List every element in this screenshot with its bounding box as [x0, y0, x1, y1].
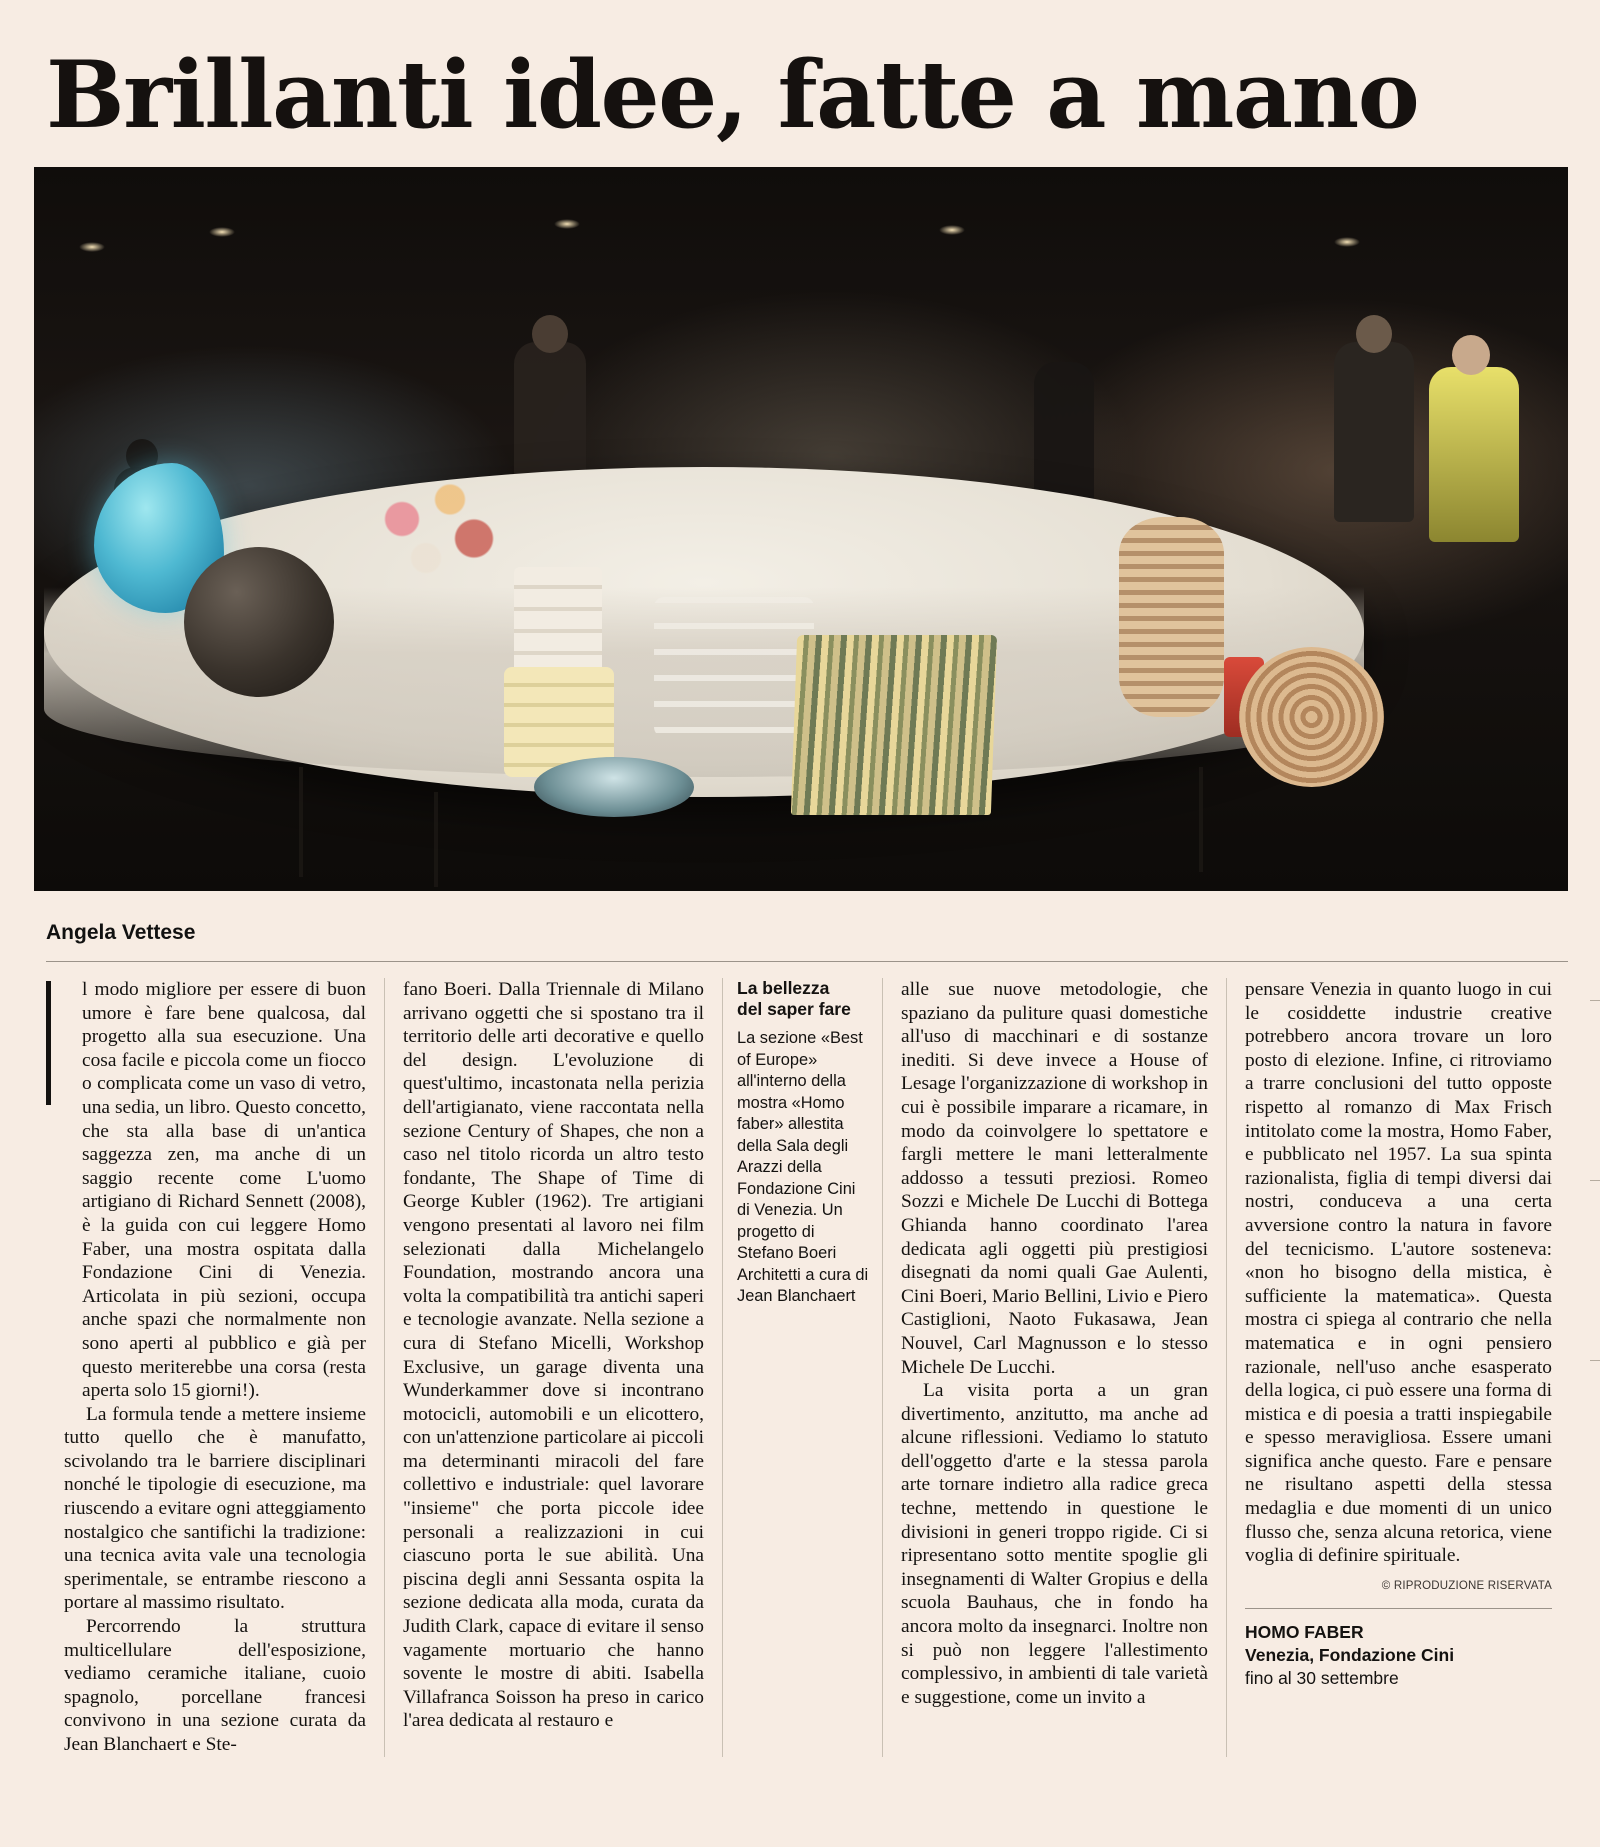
caption-title-line-1: La bellezza: [737, 978, 830, 998]
article-photo: [34, 167, 1568, 891]
spot-light-icon: [79, 242, 105, 252]
margin-tick: [1590, 1360, 1600, 1361]
visitor-silhouette: [1334, 342, 1414, 522]
glass-dome-object: [534, 757, 694, 817]
visitor-head: [532, 315, 568, 353]
paragraph: alle sue nuove metodologie, che spaziano da puliture quasi domestiche all'uso di macchinari e di sostanze inediti. Si deve invece a House of Lesage l'organizzazione di workshop in cui è possibile imparare a ricamare, in modo da coinvolgere lo spettatore e fargli mettere le mani letteralmente addosso a tessuti preziosi. Romeo Sozzi e Michele De Lucchi di Bottega Ghianda hanno coordinato l'area dedicata agli oggetti più prestigiosi disegnati da nomi quali Gae Aulenti, Cini Boeri, Mario Bellini, Livio e Piero Castiglioni, Naoto Fukasawa, Jean Nouvel, Carl Magnusson e lo stesso Michele De Lucchi.: [901, 979, 1208, 1378]
visitor-head: [1452, 335, 1490, 375]
table-leg: [434, 792, 438, 887]
byline: Angela Vettese: [46, 921, 196, 944]
round-bark-vessel: [1239, 647, 1384, 787]
column-1: [46, 978, 384, 1757]
caption-title-line-2: del saper fare: [737, 999, 851, 1019]
dropcap-bar: [46, 981, 51, 1105]
margin-tick: [1590, 1180, 1600, 1181]
spot-light-icon: [554, 219, 580, 229]
spot-light-icon: [1334, 237, 1360, 247]
article-columns: [46, 978, 1570, 1757]
paragraph: La formula tende a mettere insieme tutto quello che è manufatto, scivolando tra le barriere disciplinari nonché le tipologie di esecuzione, ma riuscendo a evitare ogni atteggiamento nostalgico che santifichi la tradizione: una tecnica avita vale una tecnologia sperimentale, se entrambe riescono a portare al massimo risultato.: [64, 1403, 366, 1614]
column-2: [384, 978, 722, 1757]
paragraph: La visita porta a un gran divertimento, anzitutto, ma anche ad alcune riflessioni. Vediamo lo statuto dell'oggetto d'arte e la stessa parola arte tornare indietro alla radice greca techne, mettendo in questione le divisioni in generi troppo rigide. Ci si ripresentano sotto mentite spoglie gli insegnamenti di Walter Gropius e della scuola Bauhaus, che in fondo ha ancora molto da insegnarci. Inoltre non si può non leggere l'allestimento complessivo, in ambienti di tale varietà e suggestione, come un invito a: [901, 1380, 1208, 1708]
spot-light-icon: [209, 227, 235, 237]
column-5: [1226, 978, 1570, 1757]
dark-ceramic-vase: [184, 547, 334, 697]
paragraph: l modo migliore per essere di buon umore è fare bene qualcosa, dal progetto alla sua esecuzione. Una cosa facile e piccola come un fiocco o complicata come un vaso di vetro, una sedia, un libro. Questo concetto, che sta alla base di un'antica saggezza zen, ma anche di un saggio recente come L'uomo artigiano di Richard Sennett (2008), è la guida con cui leggere Homo Faber, una mostra ospitata dalla Fondazione Cini di Venezia. Articolata in più sezioni, occupa anche spazi che normalmente non sono aperti al pubblico e già per questo meriterebbe una corsa (resta aperta solo 15 giorni!).: [82, 979, 366, 1402]
paragraph: fano Boeri. Dalla Triennale di Milano arrivano oggetti che si spostano tra il territorio delle arti decorative e quello del design. L'evoluzione di quest'ultimo, incastonata nella perizia dell'artigianato, viene raccontata nella sezione Century of Shapes, che non a caso nel titolo ricorda un altro testo fondante, The Shape of Time di George Kubler (1962). Tre artigiani vengono presentati al lavoro nei film selezionati dalla Michelangelo Foundation, mostrando ancora una volta la compatibilità tra antichi saperi e tecnologie avanzate. Nella sezione a cura di Stefano Micelli, Workshop Exclusive, un garage diventa una Wunderkammer dove si incontrano motocicli, automobili e un elicottero, con un'attenzione particolare ai piccoli ma determinanti miracoli del fare collettivo e industriale: quel lavorare "insieme" che porta piccole idee personali a realizzazioni in cui ciascuno porta le sue abilità. Una piscina degli anni Sessanta ospita la sezione dedicata alla moda, curata da Judith Clark, capace di evitare il senso vagamente mortuario che hanno sovente le mostre di abiti. Isabella Villafranca Soisson ha preso in carico l'area dedicata al restauro e: [403, 979, 704, 1732]
footer-divider: [1245, 1608, 1552, 1609]
flower-arrangement: [354, 467, 514, 597]
table-leg: [299, 767, 303, 877]
table-leg: [1199, 767, 1203, 872]
column-3-caption: [722, 978, 882, 1757]
header-divider: [46, 961, 1568, 962]
exhibition-title: HOMO FABER: [1245, 1621, 1364, 1642]
white-shelf-object: [654, 597, 814, 737]
paragraph: Percorrendo la struttura multicellulare dell'esposizione, vediamo ceramiche italiane, cuoio spagnolo, porcellane francesi convivono in una sezione curata da Jean Blanchaert e Ste-: [64, 1616, 366, 1755]
paragraph: pensare Venezia in quanto luogo in cui le cosiddette industrie creative potrebbero ancora trovare un loro posto di elezione. Infine, ci ritroviamo a trarre conclusioni del tutto opposte rispetto al romanzo di Max Frisch intitolato come la mostra, Homo Faber, e pubblicato nel 1957. La sua spinta razionalista, figlia di tempi diversi dai nostri, conduceva a una certa avversione contro la natura in favore del tecnicismo. L'autore sosteneva: «non ho bisogno della mistica, è sufficiente la matematica». Questa mostra ci spiega al contrario che nella matematica e in ogni pensiero razionale, nell'uso anche esasperato della logica, ci può essere una forma di mistica e di poesia a tratti inspiegabile e spesso meravigliosa. Essere umani significa anche questo. Fare e pensare ne risultano aspetti della stessa medaglia e due momenti di un unico flusso che, senza alcuna retorica, viene voglia di definire spirituale.: [1245, 979, 1552, 1567]
caption-text: La sezione «Best of Europe» all'interno della mostra «Homo faber» allestita della Sala degli Arazzi della Fondazione Cini di Venezia. Un progetto di Stefano Boeri Architetti a cura di Jean Blanchaert: [737, 1029, 869, 1305]
page-title: Brillanti idee, fatte a mano: [46, 40, 1419, 149]
copyright-note: © RIPRODUZIONE RISERVATA: [1381, 1579, 1552, 1592]
column-4: [882, 978, 1226, 1757]
spot-light-icon: [939, 225, 965, 235]
paper-fan-sculpture: [791, 635, 997, 815]
visitor-head: [1356, 315, 1392, 353]
exhibition-venue: Venezia, Fondazione Cini: [1245, 1644, 1455, 1665]
wooden-bark-vase: [1119, 517, 1224, 717]
photo-scene: [34, 167, 1568, 891]
exhibition-dates: fino al 30 settembre: [1245, 1667, 1399, 1688]
margin-tick: [1590, 1000, 1600, 1001]
visitor-silhouette: [1429, 367, 1519, 542]
